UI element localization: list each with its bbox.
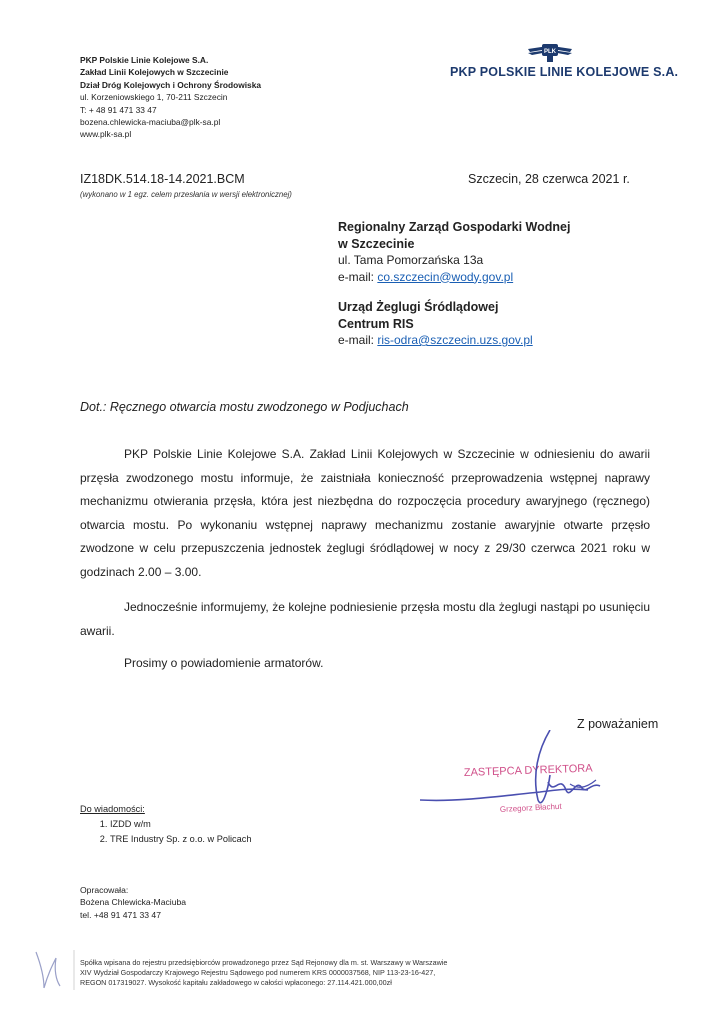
recipient-name-line2: Centrum RIS — [338, 316, 414, 331]
body-paragraph-2: Jednocześnie informujemy, że kolejne podniesienie przęsła mostu dla żeglugi nastąpi po usunięciu awarii. — [80, 600, 650, 638]
recipient-block — [338, 219, 570, 285]
company-logo — [450, 40, 679, 84]
distribution-list — [80, 802, 251, 847]
recipient-email-row — [338, 269, 570, 286]
sender-address: ul. Korzeniowskiego 1, 70-211 Szczecin — [80, 92, 228, 103]
footer-legal — [80, 958, 520, 987]
footer-line: REGON 017319027. Wysokość kapitału zakładowego w całości wpłaconego: 27.114.421.000,00zł — [80, 977, 392, 987]
body-paragraph-3: Prosimy o powiadomienie armatorów. — [124, 656, 324, 670]
reference-number: IZ18DK.514.18-14.2021.BCM — [80, 172, 245, 186]
recipient-name: Regionalny Zarząd Gospodarki Wodnej — [338, 220, 571, 234]
sender-unit: Zakład Linii Kolejowych w Szczecinie — [80, 67, 229, 78]
handwritten-signature-icon — [420, 730, 620, 830]
logo-company-name: PKP POLSKIE LINIE KOLEJOWE S.A. — [450, 65, 679, 79]
distribution-heading: Do wiadomości: — [80, 804, 145, 814]
letter-subject: Dot.: Ręcznego otwarcia mostu zwodzonego w Podjuchach — [80, 400, 409, 414]
recipient-block — [338, 299, 533, 349]
prepared-by-name: Bożena Chlewicka-Maciuba — [80, 897, 187, 908]
sender-company: PKP Polskie Linie Kolejowe S.A. — [80, 55, 209, 65]
recipient-address: ul. Tama Pomorzańska 13a — [338, 253, 484, 267]
prepared-by-block — [80, 884, 186, 921]
email-label: e-mail: — [338, 269, 378, 284]
letter-date: Szczecin, 28 czerwca 2021 r. — [468, 172, 630, 186]
recipient-email-row — [338, 332, 533, 349]
logo-emblem-text: PLK — [544, 49, 556, 55]
reference-note: (wykonano w 1 egz. celem przesłania w wersji elektronicznej) — [80, 190, 292, 199]
footer-line: Spółka wpisana do rejestru przedsiębiorców prowadzonego przez Sąd Rejonowy dla m. st. Warszawy w Warszawie — [80, 958, 448, 967]
recipient-name-line2: w Szczecinie — [338, 236, 415, 251]
sender-email: bozena.chlewicka-maciuba@plk-sa.pl — [80, 117, 221, 128]
body-paragraph-1: PKP Polskie Linie Kolejowe S.A. Zakład Linii Kolejowych w Szczecinie w odniesieniu do awarii przęsła zwodzonego mostu informuje, że zaistniała konieczność przeprowadzenia wstępnej naprawy mechanizmu otwierania przęsła, która jest niezbędna do rozpoczęcia procedury awaryjnego (ręcznego) otwarcia mostu. Po wykonaniu wstępnej naprawy mechanizmu zostanie awaryjnie otwarte przęsło zwodzone w celu przepuszczenia jednostek żeglugi śródlądowej w nocy z 29/30 czerwca 2021 roku w godzinach 2.00 – 3.00. — [80, 447, 650, 579]
footer-line: XIV Wydział Gospodarczy Krajowego Rejestru Sądowego pod numerem KRS 0000037568, NIP 113-23-16-427, — [80, 967, 436, 977]
sender-phone: T: + 48 91 471 33 47 — [80, 104, 157, 115]
prepared-by-phone: tel. +48 91 471 33 47 — [80, 909, 161, 920]
prepared-by-label: Opracowała: — [80, 885, 129, 895]
stamp-name: Grzegorz Błachut — [499, 801, 562, 814]
footer-mark-icon — [30, 950, 76, 990]
recipient-email-link[interactable]: ris-odra@szczecin.uzs.gov.pl — [377, 333, 533, 347]
email-label: e-mail: — [338, 333, 378, 347]
recipient-email-link[interactable]: co.szczecin@wody.gov.pl — [377, 269, 514, 284]
list-item: 1. IZDD w/m — [110, 817, 251, 832]
sender-website: www.plk-sa.pl — [80, 129, 132, 140]
list-item: 2. TRE Industry Sp. z o.o. w Policach — [110, 832, 251, 847]
closing-regards: Z poważaniem — [577, 717, 659, 731]
signature-stamp — [420, 730, 620, 830]
recipient-name: Urząd Żeglugi Śródlądowej — [338, 300, 499, 314]
logo-emblem-icon — [450, 40, 650, 66]
stamp-title: ZASTĘPCA DYREKTORA — [463, 762, 593, 779]
sender-block — [80, 54, 261, 141]
sender-department: Dział Dróg Kolejowych i Ochrony Środowiska — [80, 79, 262, 90]
